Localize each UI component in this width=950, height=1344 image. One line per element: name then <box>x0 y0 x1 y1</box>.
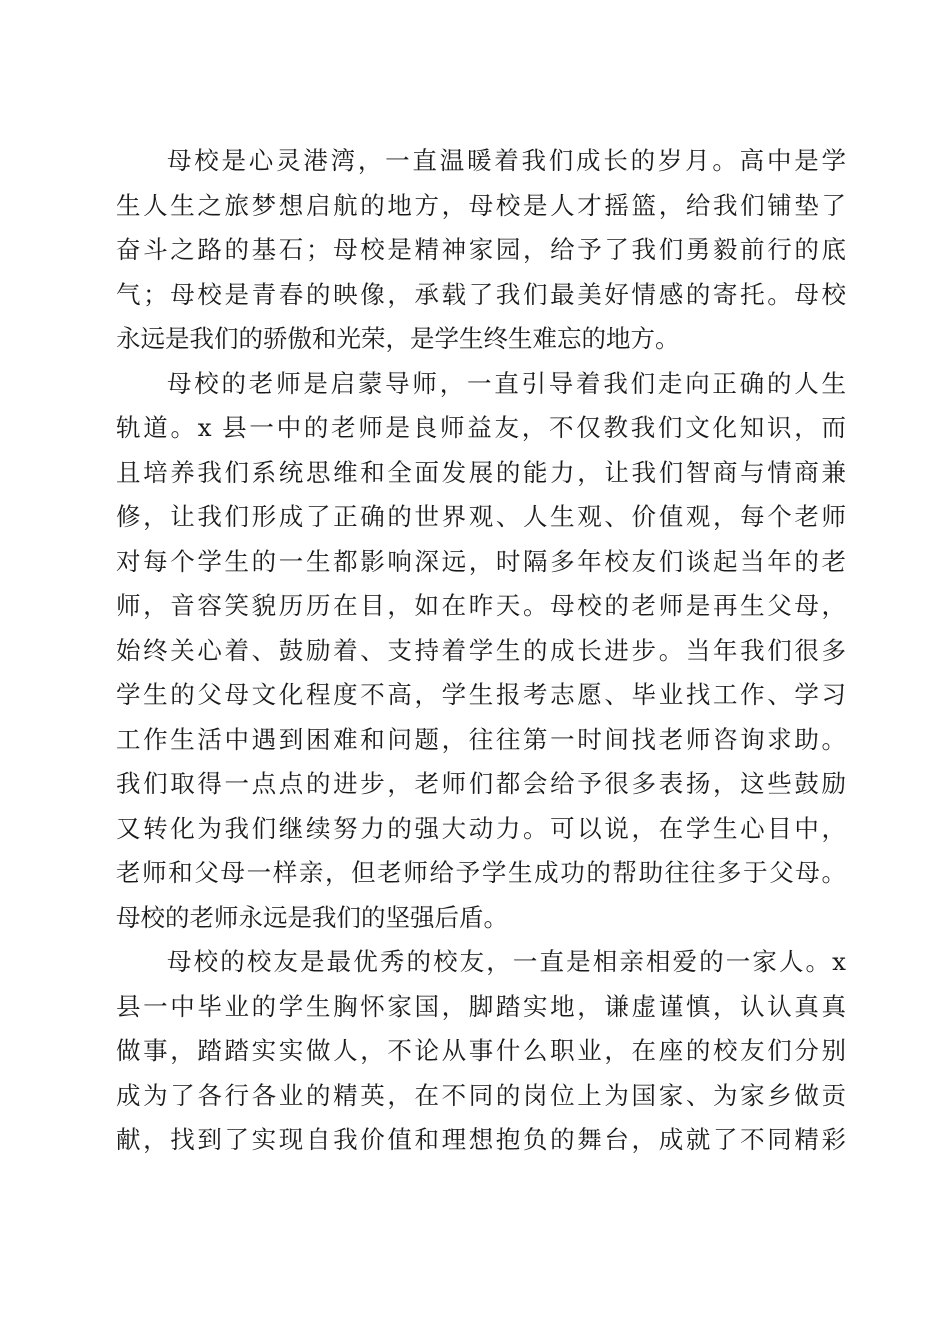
text-line: 又转化为我们继续努力的强大动力。可以说，在学生心目中， <box>116 813 846 843</box>
text-line: 母校的老师是启蒙导师，一直引导着我们走向正确的人生 <box>167 368 846 398</box>
text-line: 且培养我们系统思维和全面发展的能力，让我们智商与情商兼 <box>116 457 846 487</box>
text-line: 修，让我们形成了正确的世界观、人生观、价值观，每个老师 <box>116 502 846 531</box>
text-line: 轨道。x 县一中的老师是良师益友，不仅教我们文化知识，而 <box>116 413 846 442</box>
text-line: 永远是我们的骄傲和光荣，是学生终生难忘的地方。 <box>116 324 680 353</box>
text-line: 始终关心着、鼓励着、支持着学生的成长进步。当年我们很多 <box>116 635 846 665</box>
text-line: 奋斗之路的基石；母校是精神家园，给予了我们勇毅前行的底 <box>116 235 846 264</box>
text-line: 做事，踏踏实实做人，不论从事什么职业，在座的校友们分别 <box>116 1036 846 1065</box>
text-line: 对每个学生的一生都影响深远，时隔多年校友们谈起当年的老 <box>116 546 846 576</box>
text-line: 县一中毕业的学生胸怀家国，脚踏实地，谦虚谨慎，认认真真 <box>116 991 846 1021</box>
text-line: 生人生之旅梦想启航的地方，母校是人才摇篮，给我们铺垫了 <box>116 190 846 220</box>
text-line: 母校是心灵港湾，一直温暖着我们成长的岁月。高中是学 <box>167 146 846 175</box>
text-line: 献，找到了实现自我价值和理想抱负的舞台，成就了不同精彩 <box>116 1125 846 1154</box>
body-text <box>116 139 846 1163</box>
text-line: 我们取得一点点的进步，老师们都会给予很多表扬，这些鼓励 <box>116 769 846 798</box>
text-line: 老师和父母一样亲，但老师给予学生成功的帮助往往多于父母。 <box>116 858 846 887</box>
text-line: 母校的老师永远是我们的坚强后盾。 <box>116 902 508 932</box>
text-line: 工作生活中遇到困难和问题，往往第一时间找老师咨询求助。 <box>116 724 846 754</box>
text-line: 师，音容笑貌历历在目，如在昨天。母校的老师是再生父母， <box>116 591 846 620</box>
text-line: 成为了各行各业的精英，在不同的岗位上为国家、为家乡做贡 <box>116 1080 846 1110</box>
text-line: 学生的父母文化程度不高，学生报考志愿、毕业找工作、学习 <box>116 680 846 709</box>
text-line: 母校的校友是最优秀的校友，一直是相亲相爱的一家人。x <box>167 947 846 976</box>
text-line: 气；母校是青春的映像，承载了我们最美好情感的寄托。母校 <box>116 279 846 309</box>
